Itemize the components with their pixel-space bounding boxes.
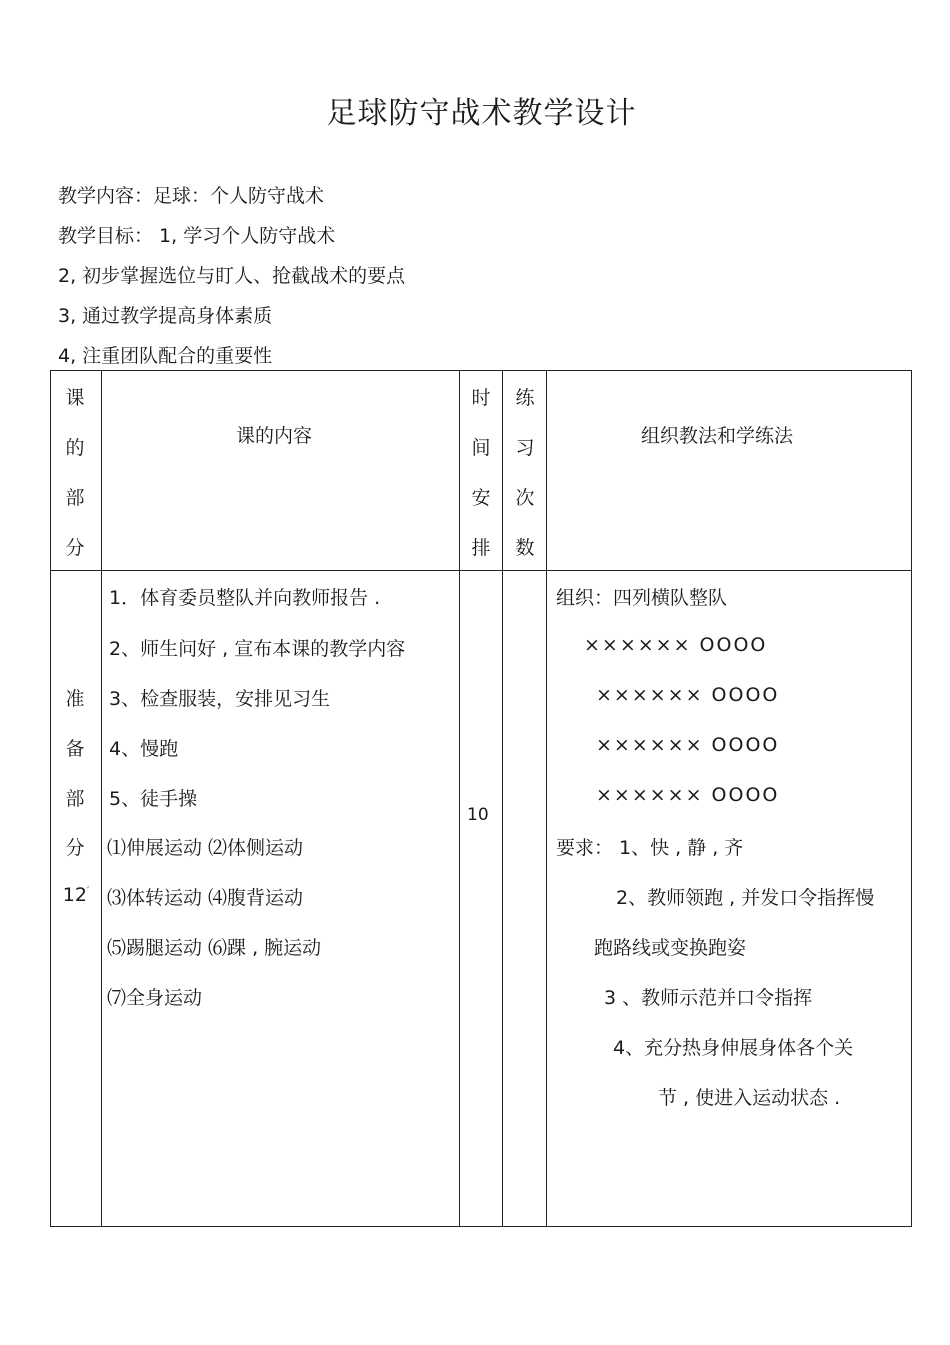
content-line: 5、徒手操 [109,788,198,810]
objective-item-4: 4, 注重团队配合的重要性 [58,345,273,367]
method-line: 组织：四列横队整队 [556,587,728,609]
formation-row: ×××××× OOOO [596,784,780,806]
formation-row: ×××××× OOOO [584,634,768,656]
header-time-char: 安 [471,487,491,509]
header-time-char: 间 [471,437,491,459]
method-line: 跑路线或变换跑姿 [594,937,747,959]
objective-item-2: 2, 初步掌握选位与盯人、抢截战术的要点 [58,265,406,287]
formation-row: ×××××× OOOO [596,684,780,706]
content-line: ⑴伸展运动 ⑵体侧运动 [107,837,304,859]
column-divider-2 [459,371,460,1226]
row-part-char: 部 [65,788,85,810]
row-part-duration: 12′ [62,884,90,906]
content-line: 4、慢跑 [109,738,179,760]
row-part-char: 备 [65,738,85,760]
header-part-char: 部 [65,487,85,509]
header-divider [51,570,911,571]
column-divider-4 [546,371,547,1226]
lesson-plan-table [50,370,912,1227]
header-reps-char: 习 [515,437,535,459]
header-reps-char: 数 [515,537,535,559]
method-line: 3 、教师示范并口令指挥 [604,987,813,1009]
row-part-char: 分 [65,837,85,859]
row-part-char: 准 [65,688,85,710]
content-line: ⑶体转运动 ⑷腹背运动 [107,887,304,909]
header-part-char: 课 [65,387,85,409]
header-time-char: 时 [471,387,491,409]
column-divider-1 [101,371,102,1226]
document-title: 足球防守战术教学设计 [326,96,637,131]
column-divider-3 [502,371,503,1226]
row-time: 10 [467,805,489,825]
objective-item-3: 3, 通过教学提高身体素质 [58,305,273,327]
teaching-content: 教学内容：足球：个人防守战术 [58,185,325,207]
header-method: 组织教法和学练法 [641,425,794,447]
header-reps-char: 练 [515,387,535,409]
method-line: 2、教师领跑 , 并发口令指挥慢 [616,887,875,909]
method-line: 节 , 使进入运动状态 . [658,1087,841,1109]
content-line: 1．体育委员整队并向教师报告 . [109,587,381,609]
method-line: 4、充分热身伸展身体各个关 [613,1037,854,1059]
method-line: 要求： 1、快 , 静 , 齐 [556,837,744,859]
teaching-objective: 教学目标： 1, 学习个人防守战术 [58,225,336,247]
content-line: ⑺全身运动 [107,987,203,1009]
header-reps-char: 次 [515,487,535,509]
header-time-char: 排 [471,537,491,559]
formation-row: ×××××× OOOO [596,734,780,756]
header-content: 课的内容 [236,425,313,447]
content-line: 2、师生问好 , 宣布本课的教学内容 [109,638,406,660]
header-part-char: 分 [65,537,85,559]
content-line: ⑸踢腿运动 ⑹踝 , 腕运动 [107,937,322,959]
header-part-char: 的 [65,437,85,459]
content-line: 3、检查服装，安排见习生 [109,688,331,710]
